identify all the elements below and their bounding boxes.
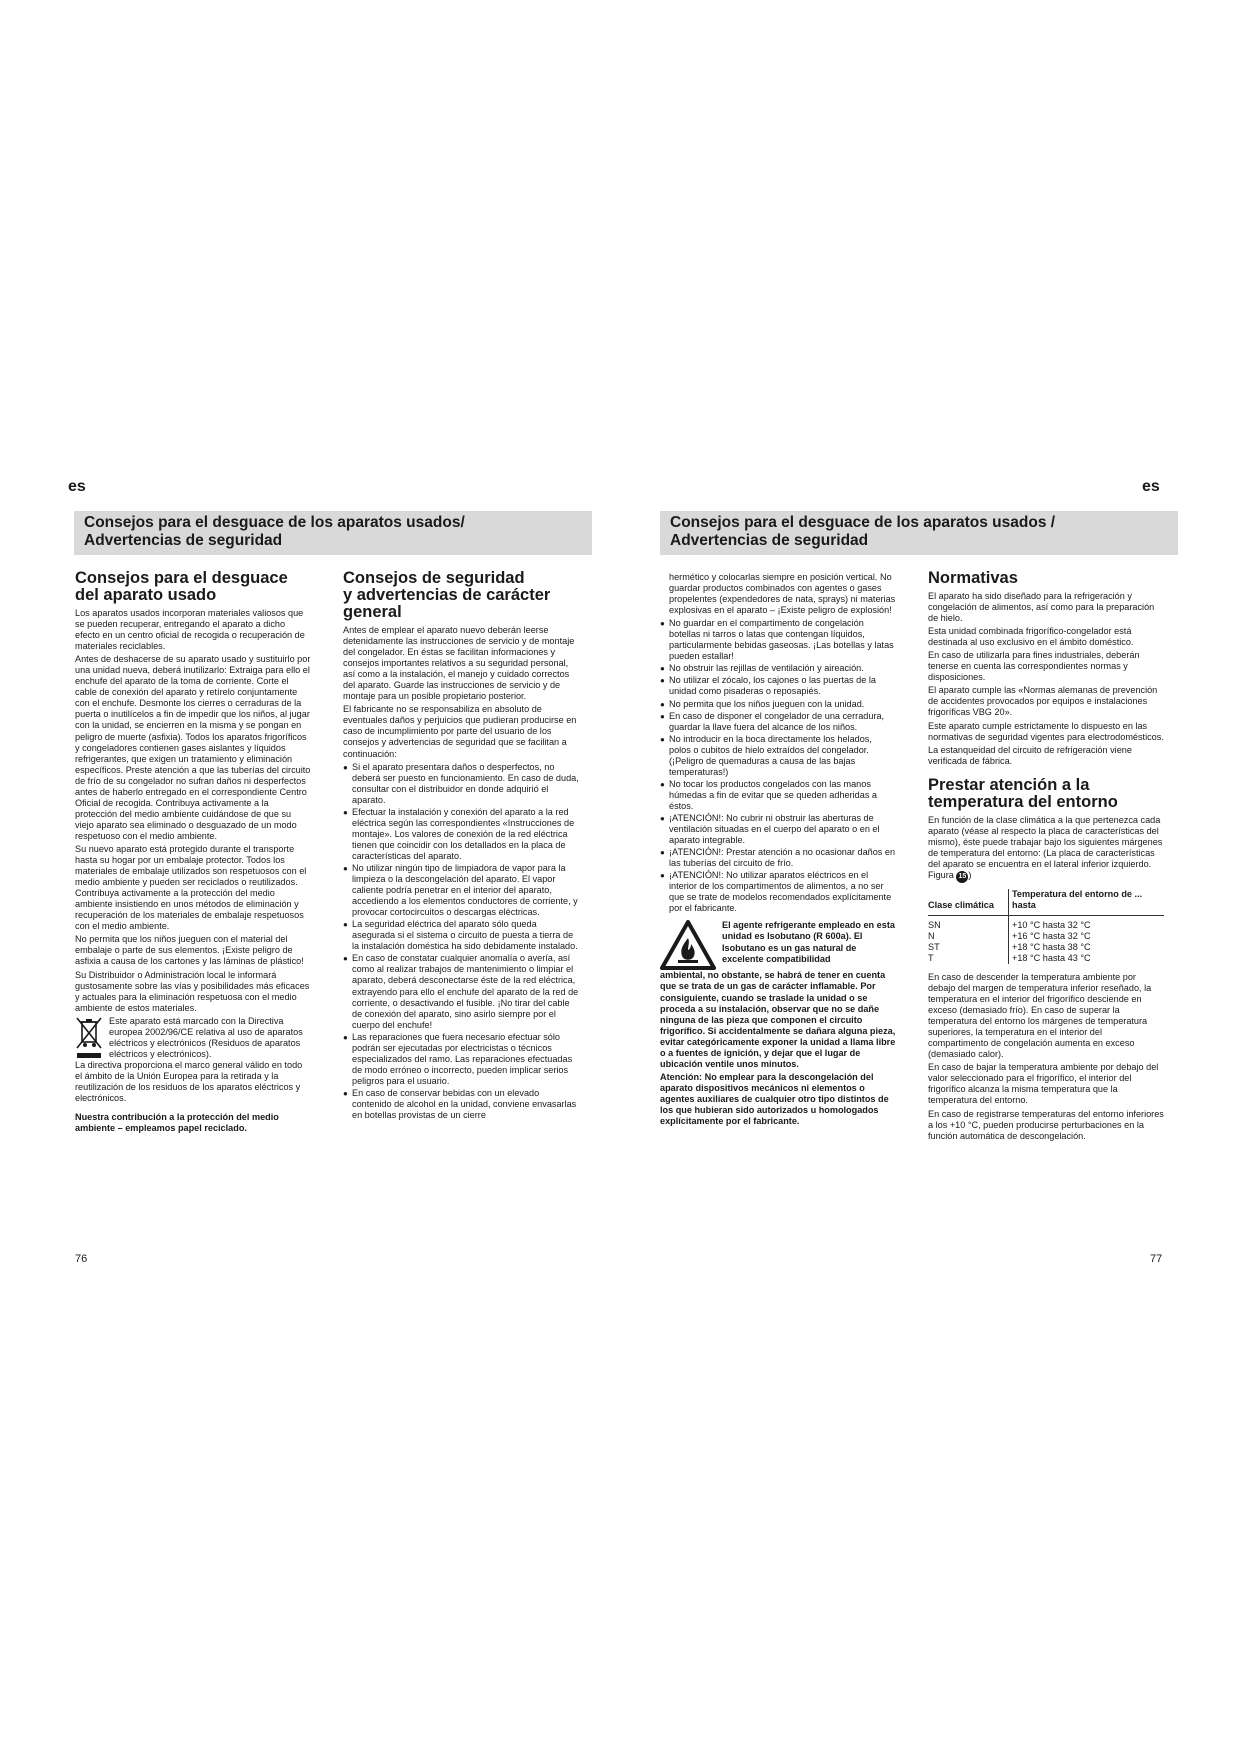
climate-class-table	[928, 889, 1164, 964]
table-cell: +10 °C hasta 32 °C	[1012, 919, 1091, 930]
paragraph: Los aparatos usados incorporan materiales valiosos que se pueden recuperar, entregando el aparato a dicho efecto en un centro oficial de recogida o recuperación de materiales reciclables.	[75, 608, 305, 652]
figure-number-badge: 15	[956, 871, 968, 883]
paragraph: Su nuevo aparato está protegido durante el transporte hasta su hogar por un embalaje protector. Todos los materiales de embalaje utilizados son respetuosos con el medio ambiente y pueden ser reciclados o reutilizados. Contribuya activamente a la protección del medio ambiente insistiendo en unos métodos de eliminación y recuperación de los materiales de embalaje respetuosos con el medio ambiente.	[75, 843, 307, 932]
list-item: ● En caso de constatar cualquier anomalía o avería, así como al realizar trabajos de mantenimiento o limpiar el aparato, deberá desconectarse éste de la red eléctrica, extrayendo para ello el enchufe del aparato de la red de corriente, o desactivando el fusible. ¡No tirar del cable de conexión del aparato, sino asirlo siempre por el cuerpo del enchufe!	[343, 953, 579, 1030]
banner-line: Advertencias de seguridad	[670, 532, 869, 549]
paragraph: En caso de bajar la temperatura ambiente por debajo del valor seleccionado para el frigorífico, el interior del frigorífico alcanza la misma temperatura que la temperatura del entorno.	[928, 1062, 1159, 1106]
weee-text: Este aparato está marcado con la Directiva europea 2002/96/CE relativa al uso de aparatos eléctricos y electrónicos (Residuos de aparatos eléctricos y electrónicos).	[109, 1015, 303, 1059]
disposal-column	[75, 570, 311, 1136]
paragraph: Antes de emplear el aparato nuevo deberán leerse detenidamente las instrucciones de servicio y de montaje del congelador. En éstas se facilitan informaciones y consejos importantes relativos a su seguridad personal, así como a la instalación, el manejo y cuidado correctos del aparato. Guarde las instrucciones de servicio y de montaje para un posible propietario posterior.	[343, 625, 575, 702]
paragraph: En caso de utilizarla para fines industriales, deberán tenerse en cuenta las correspondientes normas y disposiciones.	[928, 650, 1140, 683]
crossed-bin-icon	[75, 1016, 103, 1060]
title-line: general	[343, 603, 402, 621]
recycled-paper-note: Nuestra contribución a la protección del medio ambiente – empleamos papel reciclado.	[75, 1112, 279, 1134]
list-item: ● No tocar los productos congelados con las manos húmedas a fin de evitar que se queden adheridas a éstos.	[660, 779, 896, 812]
list-item: ● No utilizar ningún tipo de limpiadora de vapor para la limpieza o la descongelación del aparato. El vapor caliente podría penetrar en el interior del aparato, accediendo a los elementos conductores de corriente, y provocar cortocircuitos o descargas eléctricas.	[343, 863, 579, 918]
paragraph: En caso de registrarse temperaturas del entorno inferiores a los +10 °C, pueden producirse perturbaciones en la función automática de descongelación.	[928, 1108, 1164, 1141]
list-item: ● La seguridad eléctrica del aparato sólo queda asegurada si el sistema o circuito de puesta a tierra de la instalación doméstica ha sido debidamente instalado.	[343, 919, 579, 952]
paragraph: La directiva proporciona el marco general válido en todo el ámbito de la Unión Europea para la retirada y la reutilización de los residuos de los aparatos eléctricos y electrónicos.	[75, 1059, 303, 1104]
language-label-right: es	[1142, 478, 1160, 495]
page-number-right: 77	[1150, 1253, 1163, 1265]
table-row	[928, 953, 1164, 964]
flammable-warning-icon	[660, 920, 716, 970]
section-banner-left	[74, 511, 592, 555]
paragraph: No permita que los niños jueguen con el material del embalaje o parte de sus elementos. ¡Existe peligro de asfixia a causa de los cartones y las láminas de plástico!	[75, 934, 304, 967]
title-line: Consejos de seguridad	[343, 569, 525, 587]
standards-title: Normativas	[928, 569, 1018, 587]
paragraph: Este aparato cumple estrictamente lo dispuesto en las normativas de seguridad vigentes para electrodomésticos.	[928, 720, 1164, 742]
list-item: ● Si el aparato presentara daños o desperfectos, no deberá ser puesto en funcionamiento. En caso de duda, consultar con el distribuidor en donde adquirió el aparato.	[343, 762, 579, 806]
list-item: ● Efectuar la instalación y conexión del aparato a la red eléctrica según las correspondientes «Instrucciones de montaje». Los valores de conexión de la red eléctrica tienen que coincidir con los detallados en la placa de características del aparato.	[343, 807, 579, 862]
flammable-warning	[660, 920, 896, 970]
list-item: ● Las reparaciones que fuera necesario efectuar sólo podrán ser ejecutadas por electricistas o técnicos especializados del ramo. Las reparaciones efectuadas de modo erróneo o incorrecto, pueden implicar serios peligros para el usuario.	[343, 1032, 579, 1087]
safety-list	[343, 762, 579, 1122]
list-item: ● No utilizar el zócalo, los cajones o las puertas de la unidad como pisaderas o reposapiés.	[660, 675, 896, 697]
paragraph: En función de la clase climática a la que pertenezca cada aparato (véase al respecto la placa de características del mismo), éste puede trabajar bajo los siguientes márgenes de temperatura del entorno: (La placa de características del aparato se encuentra en el lateral inferior izquierdo. Figura 15 )	[928, 815, 1164, 883]
paragraph: El fabricante no se responsabiliza en absoluto de eventuales daños y perjuicios que pudieran producirse en caso de incumplimiento por parte del usuario de los consejos y advertencias de seguridad que se facilitan a continuación:	[343, 704, 577, 759]
list-item: ● No introducir en la boca directamente los helados, polos o cubitos de hielo extraídos del congelador. (¡Peligro de quemaduras a causa de las bajas temperaturas!)	[660, 734, 896, 778]
paragraph: El aparato cumple las «Normas alemanas de prevención de accidentes provocados por equipos e instalaciones frigoríficas VBG 20».	[928, 685, 1158, 718]
list-item: ● No permita que los niños jueguen con la unidad.	[660, 699, 896, 710]
list-item: ● ¡ATENCIÓN!: No utilizar aparatos eléctricos en el interior de los compartimentos de alimentos, a no ser que se trate de modelos recomendados explícitamente por el fabricante.	[660, 870, 896, 914]
page-number-left: 76	[75, 1253, 88, 1265]
table-cell: T	[928, 953, 1009, 964]
disposal-title	[75, 570, 311, 604]
table-cell: +18 °C hasta 38 °C	[1012, 941, 1091, 952]
list-item: ● No obstruir las rejillas de ventilación y aireación.	[660, 663, 896, 674]
list-item: ● ¡ATENCIÓN!: No cubrir ni obstruir las aberturas de ventilación situadas en el cuerpo del aparato o en el aparato integrable.	[660, 813, 896, 846]
attention-note: Atención: No emplear para la descongelación del aparato dispositivos mecánicos ni elementos o agentes auxiliares de cualquier otro tipo distintos de los que hubieran sido autorizados u homologados explícitamente por el fabricante.	[660, 1071, 889, 1127]
paragraph: Esta unidad combinada frigorífico-congelador está destinada al uso exclusivo en el ámbito doméstico.	[928, 626, 1134, 648]
paragraph: hermético y colocarlas siempre en posición vertical. No guardar productos combinados con agentes o gases propelentes (expendedores de nata, sprays) ni materias explosivas en el aparato – ¡Existe peligro de explosión!	[669, 572, 896, 616]
list-item: ● En caso de disponer el congelador de una cerradura, guardar la llave fuera del alcance de los niños.	[660, 711, 896, 733]
safety-continuation-column	[660, 572, 896, 1129]
title-line: Consejos para el desguace	[75, 569, 288, 587]
paragraph: El aparato ha sido diseñado para la refrigeración y congelación de alimentos, así como para la preparación de hielo.	[928, 591, 1155, 624]
title-line: y advertencias de carácter	[343, 586, 551, 604]
standards-column	[928, 570, 1164, 1144]
list-item: ● ¡ATENCIÓN!: Prestar atención a no ocasionar daños en las tuberías del circuito de frío.	[660, 847, 896, 869]
banner-line: Advertencias de seguridad	[84, 532, 283, 549]
banner-line: Consejos para el desguace de los aparatos usados /	[670, 514, 1056, 531]
table-row	[928, 942, 1164, 953]
table-row	[928, 931, 1164, 942]
ambient-temperature-title	[928, 777, 1164, 811]
title-line: del aparato usado	[75, 586, 217, 604]
list-item: ● En caso de conservar bebidas con un elevado contenido de alcohol en la unidad, conviene envasarlas en botellas provistas de un cierre	[343, 1088, 579, 1121]
section-banner-right	[660, 511, 1178, 555]
temp-intro-text: En función de la clase climática a la que pertenezca cada aparato (véase al respecto la placa de características del mismo), éste puede trabajar bajo los siguientes márgenes de temperatura del entorno: (La placa de características del aparato se encuentra en el lateral inferior izquierdo. Figura	[928, 814, 1163, 880]
table-cell: ST	[928, 942, 1009, 953]
safety-title	[343, 570, 579, 621]
list-item: ● No guardar en el compartimento de congelación botellas ni tarros o latas que contengan líquidos, particularmente bebidas gaseosas. ¡Las botellas y latas pueden estallar!	[660, 618, 896, 662]
safety-column	[343, 570, 579, 1122]
warning-head: El agente refrigerante empleado en esta unidad es Isobutano (R 600a). El Isobutano es un gas natural de excelente compatibilidad	[722, 920, 895, 964]
language-label-left: es	[68, 478, 86, 495]
paragraph: Su Distribuidor o Administración local le informará gustosamente sobre las vías y posibilidades más eficaces y actuales para la eliminación respetuosa con el medio ambiente de estos materiales.	[75, 969, 310, 1013]
table-cell: N	[928, 931, 1009, 942]
table-header: Temperatura del entorno de ... hasta	[1009, 889, 1165, 916]
warning-body: ambiental, no obstante, se habrá de tener en cuenta que se trata de un gas de carácter inflamable. Por consiguiente, cuando se traslade la unidad o se proceda a su instalación, observar que no se dañe ninguna de las pieza que componen el circuito frigorífico. Si accidentalmente se dañara alguna pieza, evitar categóricamente exponer la unidad a llama libre o a fuentes de ignición, y dejar que el lugar de ubicación ventile unos minutos.	[660, 970, 896, 1069]
banner-line: Consejos para el desguace de los aparatos usados/	[84, 514, 465, 531]
paragraph: La estanqueidad del circuito de refrigeración viene verificada de fábrica.	[928, 744, 1132, 766]
table-cell: +18 °C hasta 43 °C	[1012, 952, 1091, 963]
title-line: temperatura del entorno	[928, 792, 1118, 811]
table-header-row	[928, 889, 1164, 916]
paragraph: Antes de deshacerse de su aparato usado y sustituirlo por una unidad nueva, deberá inutilizarlo: Extraiga para ello el enchufe del aparato de la toma de corriente. Corte el cable de conexión del aparato y retírelo conjuntamente con el enchufe. Desmonte los cierres o cerraduras de la puerta o inutilícelos a fin de impedir que los niños, al jugar con la unidad, se encierren en la misma y se pongan en peligro de muerte (asfixia). Todos los aparatos frigoríficos y congeladores contienen gases aislantes y líquidos refrigerantes, que exigen un tratamiento y eliminación específicos. Preste atención a que las tuberías del circuito de frío de su congelador no sufran daños ni desperfectos antes de haberlo entregado en el correspondiente Centro Oficial de recogida. Contribuya activamente a la protección del medio ambiente cuidándose de que su viejo aparato sea eliminado o desguazado de un modo respetuoso con el medio ambiente.	[75, 654, 311, 841]
table-header: Clase climática	[928, 889, 1009, 916]
title-line: Prestar atención a la	[928, 775, 1090, 794]
table-cell: +16 °C hasta 32 °C	[1012, 930, 1091, 941]
table-row	[928, 915, 1164, 931]
table-cell: SN	[928, 915, 1009, 931]
safety-list	[660, 618, 896, 914]
weee-notice	[75, 1016, 311, 1060]
paragraph: En caso de descender la temperatura ambiente por debajo del margen de temperatura inferior reseñado, la temperatura en el interior del frigorífico desciende en exceso (demasiado frío). En caso de superar la temperatura del entorno los márgenes de temperatura superiores, la temperatura en el interior del compartimento de congelación aumenta en exceso (demasiado calor).	[928, 971, 1152, 1060]
